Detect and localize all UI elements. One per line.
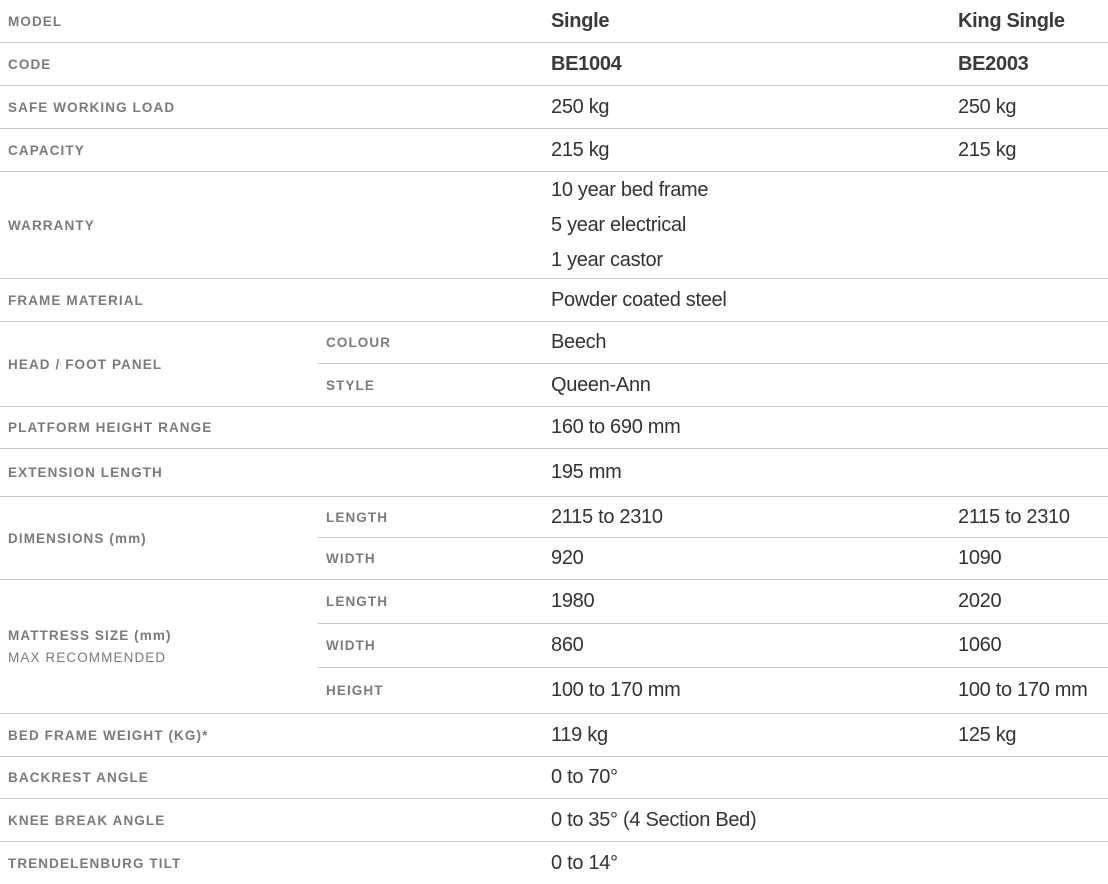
mattress-note: MAX RECOMMENDED [8,649,167,665]
row-safe-working-load [0,86,1108,129]
label-model: MODEL [8,13,63,29]
row-extension-length [0,449,1108,497]
swl-single: 250 kg [551,95,610,118]
mattress-length-single: 1980 [551,590,595,612]
platform-height-value: 160 to 690 mm [551,416,681,438]
dimensions-title: DIMENSIONS [8,530,105,546]
subrow-mattress-height [318,668,1108,713]
mattress-length-king-single: 2020 [958,590,1002,612]
dim-length-king-single: 2115 to 2310 [958,505,1070,528]
label-colour: COLOUR [326,335,392,350]
label-trendelenburg-tilt: TRENDELENBURG TILT [8,855,182,871]
label-mattress-size [8,580,172,713]
subrow-style [318,364,1108,406]
extension-length-value: 195 mm [551,461,622,483]
subrow-dimensions-length [318,497,1108,538]
label-width: WIDTH [326,638,376,653]
warranty-line: 10 year bed frame [551,178,709,201]
label-safe-working-load: SAFE WORKING LOAD [8,99,176,115]
row-mattress-size [0,580,1108,714]
code-king-single: BE2003 [958,52,1029,75]
label-knee-break-angle: KNEE BREAK ANGLE [8,812,166,828]
row-dimensions [0,497,1108,580]
subrow-colour [318,322,1108,364]
row-capacity [0,129,1108,172]
subrow-mattress-length [318,580,1108,624]
label-backrest-angle: BACKREST ANGLE [8,770,149,785]
label-warranty: WARRANTY [8,217,95,233]
dim-length-single: 2115 to 2310 [551,505,663,528]
label-height: HEIGHT [326,683,384,698]
capacity-king-single: 215 kg [958,138,1017,161]
trendelenburg-tilt-value: 0 to 14° [551,851,618,874]
model-king-single: King Single [958,9,1065,32]
subrow-mattress-width [318,624,1108,668]
label-head-foot-panel: HEAD / FOOT PANEL [8,356,163,372]
row-code [0,43,1108,86]
row-knee-break-angle [0,799,1108,842]
label-code: CODE [8,56,52,72]
row-warranty [0,172,1108,279]
row-model [0,0,1108,43]
row-frame-material [0,279,1108,322]
label-frame-material: FRAME MATERIAL [8,292,144,308]
row-head-foot-panel [0,322,1108,407]
row-trendelenburg-tilt [0,842,1108,884]
mattress-width-single: 860 [551,634,584,656]
dim-width-king-single: 1090 [958,547,1002,569]
row-bed-frame-weight [0,714,1108,757]
knee-break-angle-value: 0 to 35° (4 Section Bed) [551,808,757,831]
row-platform-height [0,407,1108,449]
frame-material-value: Powder coated steel [551,288,727,311]
mattress-title-line [8,625,172,647]
subrow-dimensions-width [318,538,1108,579]
colour-value: Beech [551,331,607,353]
code-single: BE1004 [551,52,622,75]
warranty-line: 5 year electrical [551,213,686,236]
weight-king-single: 125 kg [958,723,1017,746]
style-value: Queen-Ann [551,373,651,396]
warranty-line: 1 year castor [551,248,663,271]
row-backrest-angle [0,757,1108,799]
label-width: WIDTH [326,551,376,566]
weight-single: 119 kg [551,723,608,746]
label-platform-height: PLATFORM HEIGHT RANGE [8,420,213,435]
swl-king-single: 250 kg [958,95,1017,118]
label-length: LENGTH [326,594,389,609]
label-dimensions [8,497,147,579]
mattress-unit: (mm) [134,627,172,643]
mattress-title: MATTRESS SIZE [8,627,130,643]
label-extension-length: EXTENSION LENGTH [8,465,163,480]
backrest-angle-value: 0 to 70° [551,766,618,788]
model-single: Single [551,9,610,32]
warranty-values [551,172,708,278]
mattress-height-single: 100 to 170 mm [551,679,681,701]
mattress-height-king-single: 100 to 170 mm [958,679,1088,701]
label-capacity: CAPACITY [8,142,85,158]
dimensions-unit: (mm) [109,530,147,546]
label-bed-frame-weight: BED FRAME WEIGHT (KG)* [8,727,209,743]
capacity-single: 215 kg [551,138,610,161]
label-style: STYLE [326,377,376,393]
dim-width-single: 920 [551,547,584,569]
mattress-width-king-single: 1060 [958,634,1002,656]
label-length: LENGTH [326,509,389,525]
